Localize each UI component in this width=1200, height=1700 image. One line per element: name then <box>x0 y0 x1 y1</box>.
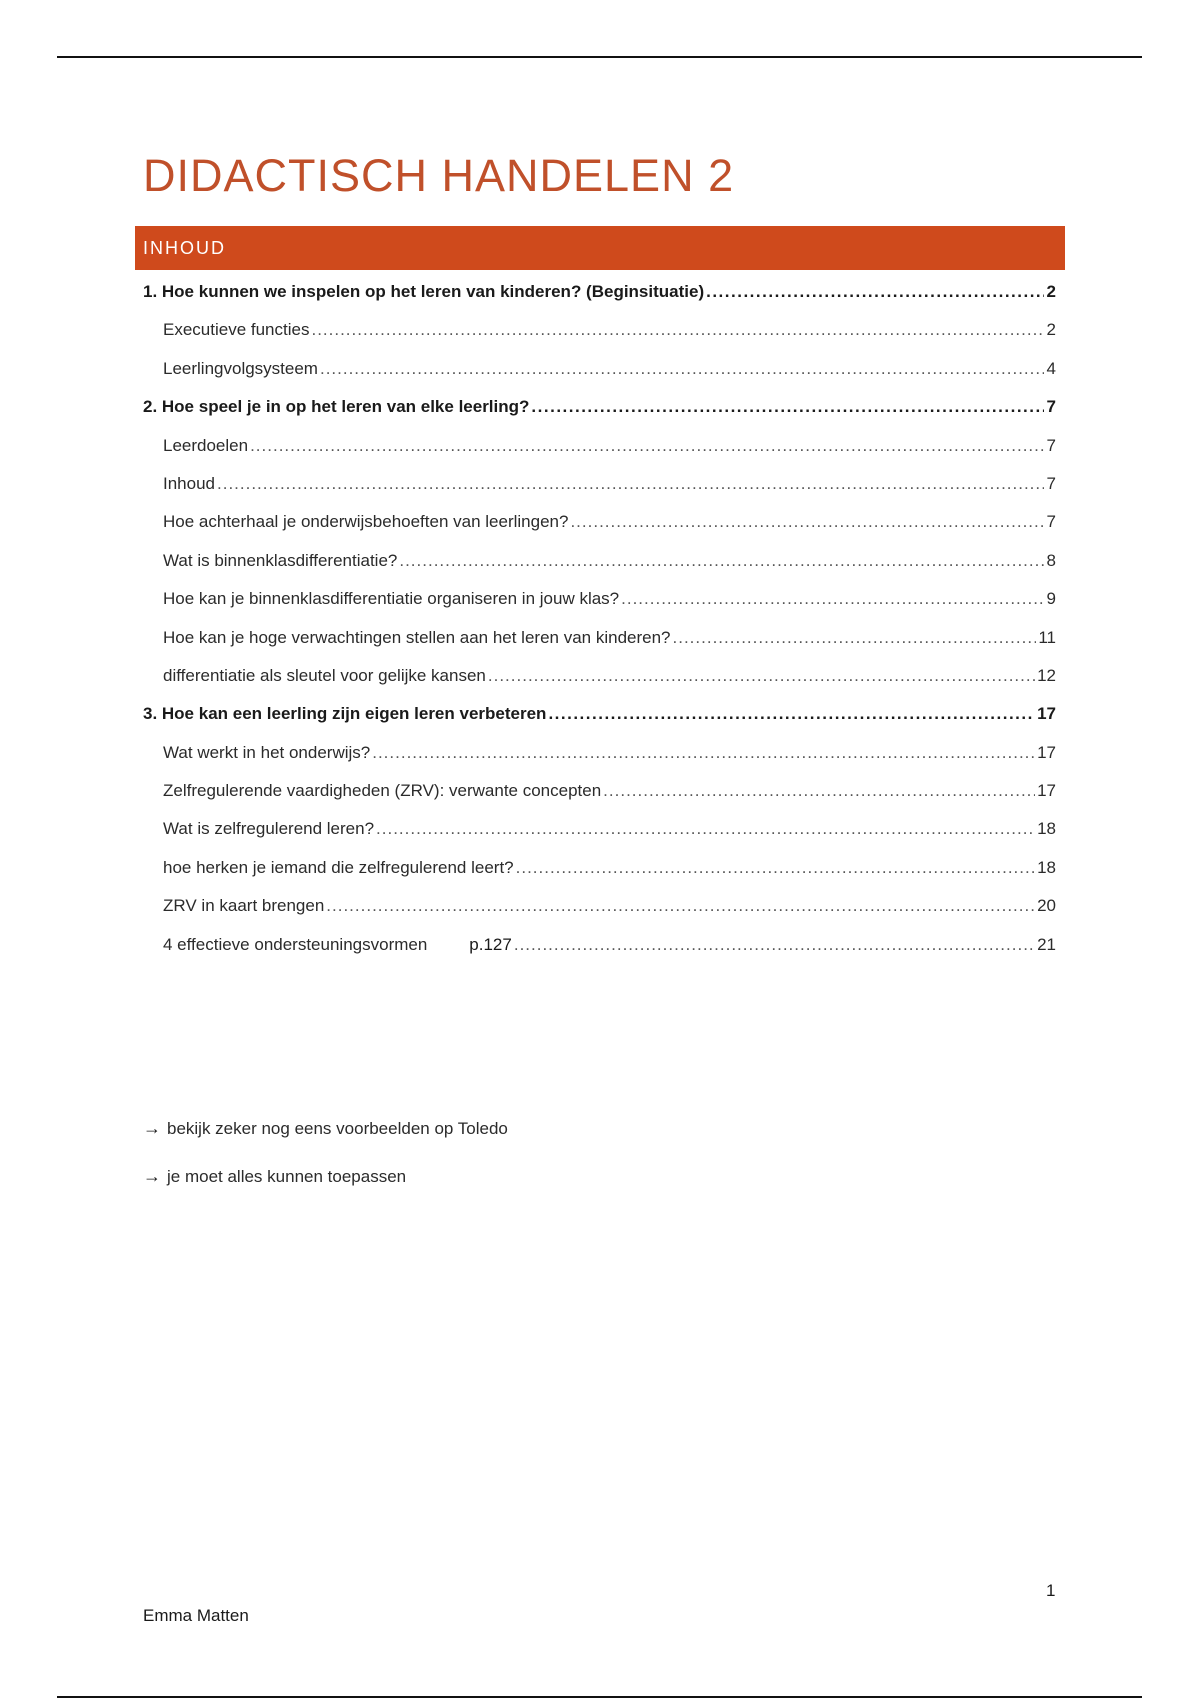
toc-entry-page: 7 <box>1046 512 1056 532</box>
toc-entry-section[interactable] <box>143 772 1056 810</box>
toc-entry-title: 4 effectieve ondersteuningsvormen <box>163 934 428 954</box>
toc-entry-page: 12 <box>1037 665 1056 685</box>
arrow-right-icon: → <box>143 1118 161 1138</box>
toc-entry-page: 2 <box>1046 282 1056 301</box>
toc-dot-leader <box>250 427 1044 465</box>
toc-entry-title: 3. Hoe kan een leerling zijn eigen leren verbeteren <box>143 704 547 724</box>
toc-dot-leader <box>376 810 1035 848</box>
toc-entry-title: Wat is binnenklasdifferentiatie? <box>163 550 398 570</box>
toc-dot-leader <box>326 887 1035 925</box>
toc-entry-section[interactable] <box>143 503 1056 541</box>
toc-dot-leader <box>399 542 1044 580</box>
toc-entry-chapter-2[interactable] <box>143 388 1056 426</box>
toc-entry-title: Leerdoelen <box>163 435 249 455</box>
toc-entry-section[interactable] <box>143 734 1056 772</box>
toc-entry-title: Zelfregulerende vaardigheden (ZRV): verwante concepten <box>163 781 602 801</box>
toc-entry-section[interactable] <box>143 427 1056 465</box>
toc-entry-title: differentiatie als sleutel voor gelijke kansen <box>163 665 486 685</box>
toc-dot-leader <box>217 465 1044 503</box>
toc-entry-section[interactable] <box>143 350 1056 388</box>
toc-entry-page-reference: p.127 <box>469 934 512 954</box>
toc-dot-leader <box>372 734 1035 772</box>
toc-entry-page: 17 <box>1037 781 1056 801</box>
toc-entry-page: 7 <box>1046 435 1056 455</box>
toc-entry-title: hoe herken je iemand die zelfregulerend leert? <box>163 857 514 877</box>
toc-entry-section[interactable] <box>143 619 1056 657</box>
toc-dot-leader <box>514 926 1035 964</box>
toc-entry-page: 7 <box>1046 473 1056 493</box>
toc-entry-title: ZRV in kaart brengen <box>163 896 325 916</box>
toc-dot-leader <box>531 388 1044 426</box>
toc-entry-section[interactable] <box>143 542 1056 580</box>
toc-entry-chapter-1[interactable] <box>143 273 1056 311</box>
toc-entry-section[interactable] <box>143 465 1056 503</box>
toc-entry-page: 7 <box>1046 397 1056 417</box>
toc-entry-title: Hoe kan je hoge verwachtingen stellen aan het leren van kinderen? <box>163 627 671 647</box>
page-number: 1 <box>1046 1581 1056 1600</box>
toc-entry-page: 8 <box>1046 550 1056 570</box>
toc-heading: INHOUD <box>143 238 226 258</box>
toc-entry-section[interactable] <box>143 311 1056 349</box>
toc-entry-title: Inhoud <box>163 473 215 493</box>
document-title: DIDACTISCH HANDELEN 2 <box>143 150 735 201</box>
toc-dot-leader <box>516 849 1035 887</box>
toc-dot-leader <box>673 619 1037 657</box>
toc-entry-title: 2. Hoe speel je in op het leren van elke leerling? <box>143 397 530 417</box>
table-of-contents <box>143 273 1056 964</box>
toc-dot-leader <box>488 657 1035 695</box>
toc-entry-title: Wat is zelfregulerend leren? <box>163 819 375 839</box>
note-line <box>143 1166 406 1187</box>
toc-entry-title: Hoe achterhaal je onderwijsbehoeften van leerlingen? <box>163 512 569 532</box>
toc-entry-page: 17 <box>1037 704 1056 724</box>
toc-entry-page: 21 <box>1037 934 1056 954</box>
toc-dot-leader <box>706 273 1044 311</box>
toc-entry-page: 11 <box>1038 627 1056 647</box>
toc-entry-page: 18 <box>1037 819 1056 839</box>
note-text: je moet alles kunnen toepassen <box>167 1166 407 1186</box>
footer-author: Emma Matten <box>143 1606 249 1625</box>
header-rule <box>57 56 1142 58</box>
toc-entry-section[interactable] <box>143 580 1056 618</box>
toc-entry-page: 17 <box>1037 742 1056 762</box>
toc-entry-page: 4 <box>1046 358 1056 378</box>
toc-dot-leader <box>320 350 1044 388</box>
toc-entry-section[interactable] <box>143 810 1056 848</box>
toc-dot-leader <box>603 772 1035 810</box>
toc-entry-title: Hoe kan je binnenklasdifferentiatie organiseren in jouw klas? <box>163 589 620 609</box>
toc-entry-title: Wat werkt in het onderwijs? <box>163 742 371 762</box>
toc-heading-banner <box>135 226 1065 270</box>
toc-entry-chapter-3[interactable] <box>143 695 1056 733</box>
toc-entry-section[interactable] <box>143 926 1056 964</box>
toc-entry-title: 1. Hoe kunnen we inspelen op het leren van kinderen? (Beginsituatie) <box>143 282 705 301</box>
note-text: bekijk zeker nog eens voorbeelden op Toledo <box>167 1118 508 1138</box>
arrow-right-icon: → <box>143 1166 161 1186</box>
toc-entry-page: 20 <box>1037 896 1056 916</box>
toc-dot-leader <box>548 695 1035 733</box>
toc-entry-section[interactable] <box>143 849 1056 887</box>
toc-entry-section[interactable] <box>143 887 1056 925</box>
toc-entry-title: Executieve functies <box>163 320 310 340</box>
toc-entry-title: Leerlingvolgsysteem <box>163 358 318 378</box>
toc-dot-leader <box>621 580 1044 618</box>
note-line <box>143 1118 508 1139</box>
toc-entry-page: 9 <box>1046 589 1056 609</box>
footer-rule <box>57 1696 1142 1698</box>
toc-dot-leader <box>570 503 1044 541</box>
toc-entry-section[interactable] <box>143 657 1056 695</box>
toc-dot-leader <box>311 311 1044 349</box>
toc-entry-page: 18 <box>1037 857 1056 877</box>
toc-entry-page: 2 <box>1046 320 1056 340</box>
